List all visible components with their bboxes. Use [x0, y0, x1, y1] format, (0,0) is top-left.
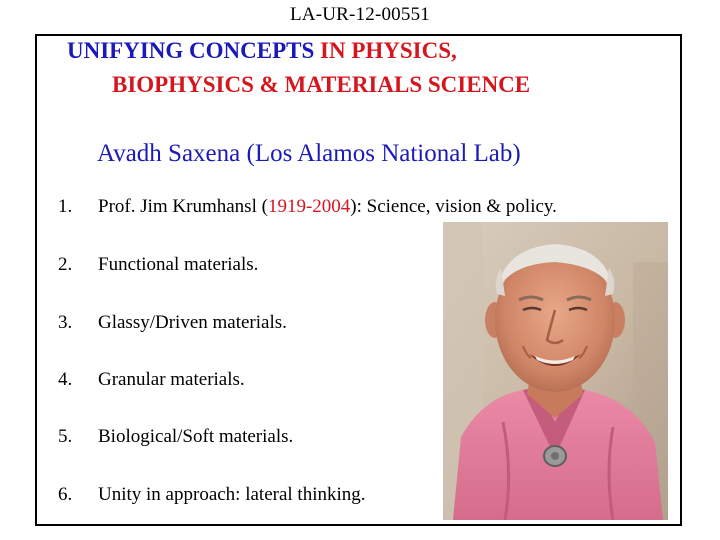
list-item	[58, 196, 557, 218]
list-number: 1.	[58, 196, 73, 217]
list-number: 5.	[58, 426, 73, 447]
title-red-part: IN PHYSICS,	[314, 38, 457, 63]
slide-title-line-2: BIOPHYSICS & MATERIALS SCIENCE	[112, 72, 531, 97]
list-text: Unity in approach: lateral thinking.	[98, 484, 366, 505]
list-text: Glassy/Driven materials.	[98, 312, 287, 333]
list-text: Functional materials.	[98, 254, 259, 275]
list-item	[58, 484, 366, 506]
list-number: 2.	[58, 254, 73, 275]
list-item	[58, 312, 287, 334]
list-text: Biological/Soft materials.	[98, 426, 294, 447]
portrait-photo	[443, 222, 668, 520]
list-text-end: ): Science, vision & policy.	[350, 196, 557, 217]
author-line: Avadh Saxena (Los Alamos National Lab)	[97, 140, 521, 167]
report-id: LA-UR-12-00551	[289, 4, 430, 25]
list-years: 1919-2004	[267, 196, 351, 217]
list-item	[58, 369, 245, 391]
list-text: Granular materials.	[98, 369, 245, 390]
title-blue-part: UNIFYING CONCEPTS	[67, 38, 315, 63]
list-item	[58, 254, 258, 276]
list-text: Prof. Jim Krumhansl (	[98, 196, 268, 217]
list-number: 4.	[58, 369, 73, 390]
slide-title-line-1	[67, 38, 457, 64]
list-number: 3.	[58, 312, 73, 333]
list-number: 6.	[58, 484, 73, 505]
list-item	[58, 426, 293, 448]
